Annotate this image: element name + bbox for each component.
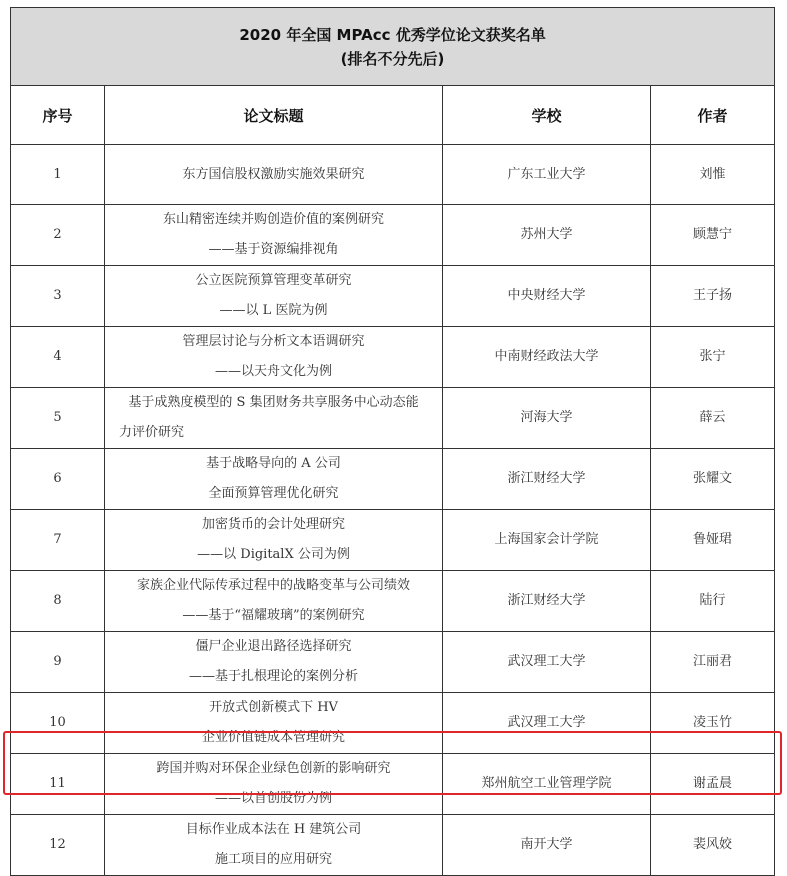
row-school: 广东工业大学 <box>443 145 651 205</box>
table-row <box>11 266 775 327</box>
title-subline: 全面预算管理优化研究 <box>208 486 339 501</box>
row-school: 河海大学 <box>443 388 651 449</box>
title-line: 开放式创新模式下 HV <box>209 700 338 715</box>
row-no: 9 <box>11 632 105 693</box>
row-author: 张耀文 <box>651 449 775 510</box>
title-line: 管理层讨论与分析文本语调研究 <box>182 334 365 349</box>
row-title <box>105 388 443 449</box>
title-line: 基于成熟度模型的 S 集团财务共享服务中心动态能 <box>128 395 419 410</box>
table-row <box>11 388 775 449</box>
row-school: 南开大学 <box>443 815 651 876</box>
table-row <box>11 693 775 754</box>
row-title <box>105 754 443 815</box>
title-subline: ——以 DigitalX 公司为例 <box>197 547 350 562</box>
table-row <box>11 815 775 876</box>
header-no: 序号 <box>11 86 105 145</box>
row-author: 凌玉竹 <box>651 693 775 754</box>
table-row <box>11 205 775 266</box>
row-no: 4 <box>11 327 105 388</box>
row-school: 中南财经政法大学 <box>443 327 651 388</box>
row-no: 12 <box>11 815 105 876</box>
row-author: 薛云 <box>651 388 775 449</box>
title-line: 目标作业成本法在 H 建筑公司 <box>185 822 362 837</box>
title-subline: ——以 L 医院为例 <box>219 303 328 318</box>
row-no: 11 <box>11 754 105 815</box>
row-title <box>105 266 443 327</box>
row-title <box>105 205 443 266</box>
title-line: 跨国并购对环保企业绿色创新的影响研究 <box>156 761 391 776</box>
table-row <box>11 754 775 815</box>
row-title <box>105 510 443 571</box>
table-row <box>11 632 775 693</box>
row-title <box>105 327 443 388</box>
title-line: 加密货币的会计处理研究 <box>201 517 345 532</box>
table-row <box>11 145 775 205</box>
row-author: 刘惟 <box>651 145 775 205</box>
row-author: 张宁 <box>651 327 775 388</box>
table-row <box>11 510 775 571</box>
row-school: 武汉理工大学 <box>443 693 651 754</box>
title-line: 公立医院预算管理变革研究 <box>195 273 352 288</box>
table-row <box>11 327 775 388</box>
title-subline: ——以天舟文化为例 <box>214 364 332 379</box>
header-author: 作者 <box>651 86 775 145</box>
title-line: 僵尸企业退出路径选择研究 <box>195 639 352 654</box>
row-school: 上海国家会计学院 <box>443 510 651 571</box>
table-row <box>11 571 775 632</box>
table-row <box>11 449 775 510</box>
title-line2: (排名不分先后) <box>340 49 445 68</box>
row-title <box>105 693 443 754</box>
title-line: 东山精密连续并购创造价值的案例研究 <box>162 212 384 227</box>
row-author: 王子扬 <box>651 266 775 327</box>
row-no: 5 <box>11 388 105 449</box>
title-subline: 施工项目的应用研究 <box>214 852 332 867</box>
row-no: 6 <box>11 449 105 510</box>
row-no: 2 <box>11 205 105 266</box>
row-no: 1 <box>11 145 105 205</box>
title-line: 基于战略导向的 A 公司 <box>206 456 341 471</box>
row-title <box>105 632 443 693</box>
title-subline: 力评价研究 <box>119 425 185 440</box>
header-school: 学校 <box>443 86 651 145</box>
title-line: 东方国信股权激励实施效果研究 <box>182 166 365 182</box>
title-line1: 2020 年全国 MPAcc 优秀学位论文获奖名单 <box>239 25 546 44</box>
row-author: 陆行 <box>651 571 775 632</box>
table-title <box>11 8 775 86</box>
row-school: 浙江财经大学 <box>443 449 651 510</box>
title-subline: ——基于“福耀玻璃”的案例研究 <box>182 608 365 623</box>
row-author: 谢孟晨 <box>651 754 775 815</box>
title-subline: ——基于资源编排视角 <box>208 242 339 257</box>
row-title <box>105 571 443 632</box>
row-author: 裴风姣 <box>651 815 775 876</box>
row-author: 鲁娅珺 <box>651 510 775 571</box>
row-school: 中央财经大学 <box>443 266 651 327</box>
row-no: 7 <box>11 510 105 571</box>
row-school: 郑州航空工业管理学院 <box>443 754 651 815</box>
row-title <box>105 815 443 876</box>
row-author: 顾慧宁 <box>651 205 775 266</box>
title-subline: ——基于扎根理论的案例分析 <box>188 669 358 684</box>
title-subline: ——以首创股份为例 <box>214 791 332 806</box>
header-row <box>11 86 775 145</box>
row-title <box>105 145 443 205</box>
row-school: 武汉理工大学 <box>443 632 651 693</box>
row-no: 3 <box>11 266 105 327</box>
award-table <box>10 7 775 876</box>
row-no: 10 <box>11 693 105 754</box>
row-title <box>105 449 443 510</box>
row-school: 浙江财经大学 <box>443 571 651 632</box>
row-school: 苏州大学 <box>443 205 651 266</box>
title-subline: 企业价值链成本管理研究 <box>201 730 345 745</box>
header-title: 论文标题 <box>105 86 443 145</box>
row-author: 江丽君 <box>651 632 775 693</box>
title-line: 家族企业代际传承过程中的战略变革与公司绩效 <box>136 578 410 593</box>
row-no: 8 <box>11 571 105 632</box>
